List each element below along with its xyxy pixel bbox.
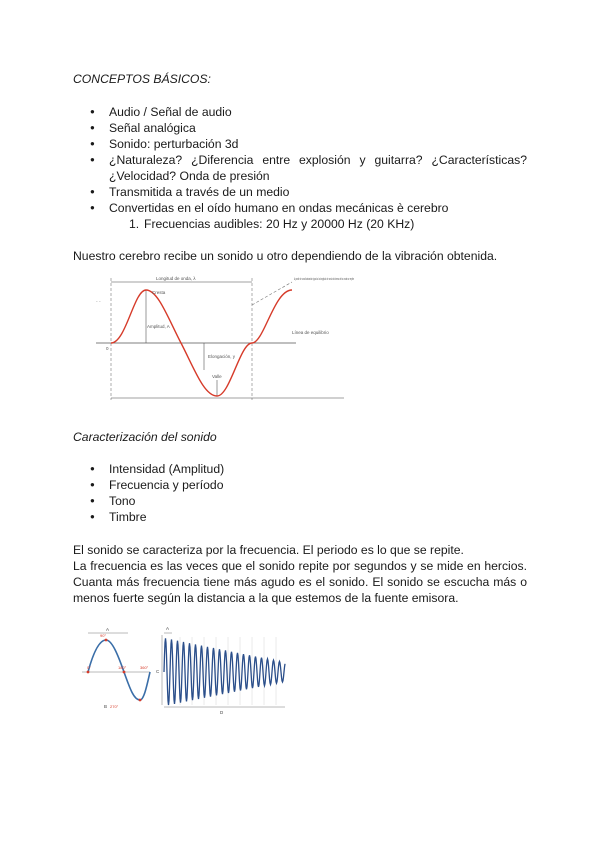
section-heading-sound-characterization: Caracterización del sonido [73, 430, 217, 444]
label-a: A [106, 627, 110, 632]
dash-mark: - - [96, 299, 101, 305]
list-item: ● Frecuencia y período [73, 477, 527, 493]
label-b: B [104, 704, 108, 709]
list-item: ● Audio / Señal de audio [73, 104, 527, 120]
sine-cycle [88, 640, 150, 700]
list-item: ● Timbre [73, 509, 527, 525]
deg-360-label: 360° [140, 665, 149, 670]
point-180 [123, 671, 126, 674]
note-pointer [252, 282, 292, 305]
damped-wave [164, 638, 285, 705]
label-c: C [156, 669, 160, 674]
label-d: D [220, 710, 224, 715]
point-270 [139, 699, 142, 702]
origin-label: 0 [106, 346, 109, 351]
list-item: ● Convertidas en el oído humano en ondas mecánicas è cerebro [73, 200, 527, 216]
list-item: ● Señal analógica [73, 120, 527, 136]
deg-180-label: 180° [118, 665, 127, 670]
sub-list [73, 216, 527, 232]
list-item: ● Intensidad (Amplitud) [73, 461, 527, 477]
paragraph-line: La frecuencia es las veces que el sonido repite por segundos y se mide en hercios. Cuanta más frecuencia tiene más agudo es el sonido. El sonido se escucha más o menos fuerte según la distancia a la que estemos de la fuente emisora. [73, 559, 527, 605]
sound-characteristics-list [73, 461, 527, 525]
frequency-figure [80, 625, 295, 720]
sub-item-text: Frecuencias audibles: 20 Hz y 20000 Hz (20 KHz) [144, 217, 415, 231]
deg-90-label: 90° [100, 633, 107, 638]
deg-0-label: 0° [87, 665, 91, 670]
list-item: ● Transmitida a través de un medio [73, 184, 527, 200]
point-90 [105, 639, 108, 642]
list-item: ● Sonido: perturbación 3d [73, 136, 527, 152]
list-item: ● ¿Naturaleza? ¿Diferencia entre explosión y guitarra? ¿Características? ¿Velocidad? Onda de presión [73, 152, 527, 184]
elongation-label: Elongación, y [208, 354, 236, 359]
paragraph-line: El sonido se caracteriza por la frecuencia. El periodo es lo que se repite. [73, 543, 464, 557]
section-heading-basic-concepts: CONCEPTOS BÁSICOS: [73, 72, 211, 86]
note-label: A partir de una ilustración igual a la longitud de onda la forma de la onda se repite [294, 276, 355, 281]
wavelength-label: Longitud de onda, λ [156, 276, 196, 281]
list-number: 1. [129, 217, 140, 231]
paragraph-brain: Nuestro cerebro recibe un sonido u otro dependiendo de la vibración obtenida. [73, 249, 498, 263]
amplitude-label: Amplitud, A [147, 324, 170, 329]
paragraph-frequency [73, 542, 527, 606]
wave-diagram [96, 270, 366, 405]
label-c-top: A [166, 626, 170, 631]
basic-concepts-list [73, 104, 527, 216]
point-0 [87, 671, 90, 674]
numbered-list-item [73, 216, 527, 232]
crest-label: Cresta [152, 290, 166, 295]
deg-270-label: 270° [110, 704, 119, 709]
list-item: ● Tono [73, 493, 527, 509]
equilibrium-label: Línea de equilibrio [292, 330, 329, 335]
valley-label: Valle [212, 374, 222, 379]
